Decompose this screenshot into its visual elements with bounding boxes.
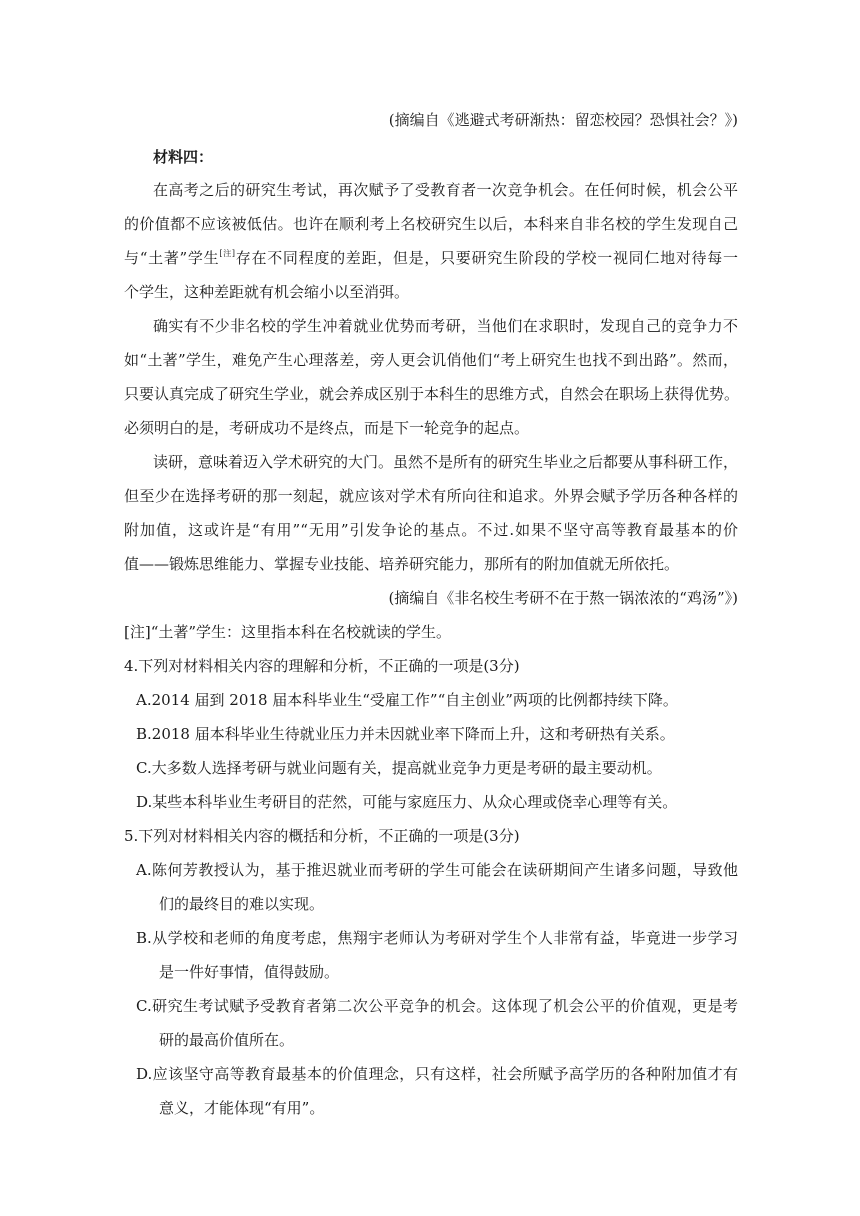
m4-p3-line4: 值——锻炼思维能力、掌握专业技能、培养研究能力，那所有的附加值就无所依托。 [124, 555, 680, 573]
question-4-stem: 4.下列对材料相关内容的理解和分析，不正确的一项是(3分) [124, 657, 520, 675]
q5-option-a-line1: A.陈何芳教授认为，基于推迟就业而考研的学生可能会在读研期间产生诸多问题，导致他 [136, 861, 738, 879]
q5-option-a-line2: 们的最终目的难以实现。 [159, 895, 325, 913]
source-attribution-material3: (摘编自《逃避式考研渐热：留恋校园？恐惧社会？》) [388, 111, 738, 129]
m4-p2-line4: 必须明白的是，考研成功不是终点，而是下一轮竞争的起点。 [124, 419, 530, 437]
material4-heading: 材料四： [153, 148, 214, 166]
q5-option-d-line1: D.应该坚守高等教育最基本的价值理念，只有这样，社会所赋予高学历的各种附加值才有 [136, 1065, 738, 1083]
m4-p3-line1: 读研，意味着迈入学术研究的大门。虽然不是所有的研究生毕业之后都要从事科研工作， [153, 453, 739, 471]
m4-p1-line1: 在高考之后的研究生考试，再次赋予了受教育者一次竞争机会。在任何时候，机会公平 [153, 181, 738, 199]
m4-p1-line2: 的价值都不应该被低估。也许在顺利考上名校研究生以后，本科来自非名校的学生发现自己 [124, 215, 738, 233]
m4-p1-line3: 与“土著”学生[注]存在不同程度的差距，但是，只要研究生阶段的学校一视同仁地对待每一 [124, 249, 738, 267]
m4-p3-line2: 但至少在选择考研的那一刻起，就应该对学术有所向往和追求。外界会赋予学历各种各样的 [124, 487, 738, 505]
q4-option-b: B.2018 届本科毕业生待就业压力并未因就业率下降而上升，这和考研热有关系。 [136, 725, 675, 743]
q5-option-d-line2: 意义，才能体现“有用”。 [159, 1099, 325, 1117]
q4-option-a: A.2014 届到 2018 届本科毕业生“受雇工作”“自主创业”两项的比例都持续下降。 [136, 691, 678, 709]
q5-option-b-line1: B.从学校和老师的角度考虑，焦翔宇老师认为考研对学生个人非常有益，毕竟进一步学习 [136, 929, 738, 947]
m4-p3-line3: 附加值，这或许是“有用”“无用”引发争论的基点。不过.如果不坚守高等教育最基本的价 [124, 521, 738, 539]
m4-p2-line3: 只要认真完成了研究生学业，就会养成区别于本科生的思维方式，自然会在职场上获得优势。 [124, 385, 740, 403]
m4-p2-line1: 确实有不少非名校的学生冲着就业优势而考研，当他们在求职时，发现自己的竞争力不 [153, 317, 738, 335]
q5-option-b-line2: 是一件好事情，值得鼓励。 [159, 963, 340, 981]
question-5-stem: 5.下列对材料相关内容的概括和分析，不正确的一项是(3分) [124, 827, 520, 845]
footnote: [注]“土著”学生：这里指本科在名校就读的学生。 [124, 623, 452, 641]
q4-option-d: D.某些本科毕业生考研目的茫然，可能与家庭压力、从众心理或侥幸心理等有关。 [136, 793, 678, 811]
m4-p1-line4: 个学生，这种差距就有机会缩小以至消弭。 [124, 283, 410, 301]
q5-option-c-line1: C.研究生考试赋予受教育者第二次公平竞争的机会。这体现了机会公平的价值观，更是考 [136, 997, 738, 1015]
footnote-marker: [注] [219, 249, 236, 258]
q5-option-c-line2: 研的最高价值所在。 [159, 1031, 295, 1049]
q4-option-c: C.大多数人选择考研与就业问题有关，提高就业竞争力更是考研的最主要动机。 [136, 759, 662, 777]
m4-p2-line2: 如“土著”学生，难免产生心理落差，旁人更会讥俏他们“考上研究生也找不到出路”。然而， [124, 351, 738, 369]
source-attribution-material4: (摘编自《非名校生考研不在于熬一锅浓浓的“鸡汤”》) [388, 589, 738, 607]
